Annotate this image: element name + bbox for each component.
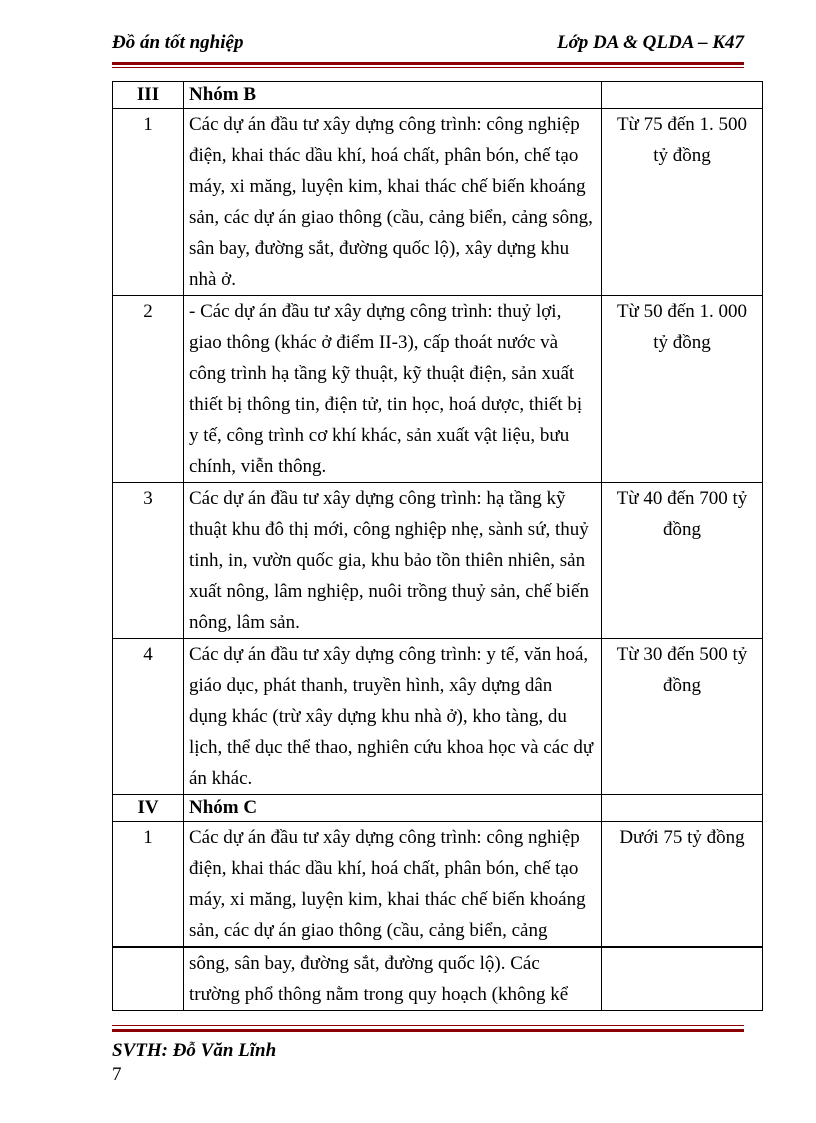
row-number: III — [113, 82, 184, 109]
table-row — [113, 822, 763, 948]
header-title-left: Đồ án tốt nghiệp — [112, 32, 244, 53]
row-value: Từ 75 đến 1. 500 tỷ đồng — [602, 109, 763, 296]
page-number: 7 — [112, 1064, 122, 1085]
row-number: IV — [113, 795, 184, 822]
row-content: Nhóm C — [184, 795, 602, 822]
footer-student-name: SVTH: Đỗ Văn Lĩnh — [112, 1040, 277, 1061]
table-row — [113, 639, 763, 795]
table-row — [113, 296, 763, 483]
row-content: sông, sân bay, đường sắt, đường quốc lộ). Các trường phổ thông nằm trong quy hoạch (không kể — [184, 947, 602, 1011]
row-content: Các dự án đầu tư xây dựng công trình: y tế, văn hoá, giáo dục, phát thanh, truyền hình, xây dựng dân dụng khác (trừ xây dựng khu nhà ở), kho tàng, du lịch, thể dục thể thao, nghiên cứu khoa học và các dự án khác. — [184, 639, 602, 795]
page-header — [112, 32, 744, 60]
project-group-table — [112, 81, 763, 1011]
row-number: 1 — [113, 822, 184, 948]
table-row — [113, 82, 763, 109]
header-rule — [112, 62, 744, 65]
row-value — [602, 82, 763, 109]
row-value: Từ 40 đến 700 tỷ đồng — [602, 483, 763, 639]
row-content: - Các dự án đầu tư xây dựng công trình: thuỷ lợi, giao thông (khác ở điểm II-3), cấp thoát nước và công trình hạ tầng kỹ thuật, kỹ thuật điện, sản xuất thiết bị thông tin, điện tử, tin học, hoá dược, thiết bị y tế, công trình cơ khí khác, sản xuất vật liệu, bưu chính, viễn thông. — [184, 296, 602, 483]
row-number: 3 — [113, 483, 184, 639]
row-number — [113, 947, 184, 1011]
row-content: Các dự án đầu tư xây dựng công trình: hạ tầng kỹ thuật khu đô thị mới, công nghiệp nhẹ, sành sứ, thuỷ tinh, in, vườn quốc gia, khu bảo tồn thiên nhiên, sản xuất nông, lâm nghiệp, nuôi trồng thuỷ sản, chế biến nông, lâm sản. — [184, 483, 602, 639]
header-rule-thin — [112, 67, 744, 68]
row-value — [602, 947, 763, 1011]
row-value: Dưới 75 tỷ đồng — [602, 822, 763, 948]
header-title-right: Lớp DA & QLDA – K47 — [556, 32, 744, 53]
row-number: 1 — [113, 109, 184, 296]
row-content: Nhóm B — [184, 82, 602, 109]
table-row — [113, 795, 763, 822]
footer-rule — [112, 1029, 744, 1032]
table-row — [113, 947, 763, 1011]
row-value: Từ 50 đến 1. 000 tỷ đồng — [602, 296, 763, 483]
row-number: 2 — [113, 296, 184, 483]
row-number: 4 — [113, 639, 184, 795]
table-row — [113, 109, 763, 296]
row-value: Từ 30 đến 500 tỷ đồng — [602, 639, 763, 795]
row-value — [602, 795, 763, 822]
footer-rule-thin — [112, 1025, 744, 1026]
row-content: Các dự án đầu tư xây dựng công trình: công nghiệp điện, khai thác dầu khí, hoá chất, phân bón, chế tạo máy, xi măng, luyện kim, khai thác chế biến khoáng sản, các dự án giao thông (cầu, cảng biển, cảng — [184, 822, 602, 948]
table-row — [113, 483, 763, 639]
row-content: Các dự án đầu tư xây dựng công trình: công nghiệp điện, khai thác dầu khí, hoá chất, phân bón, chế tạo máy, xi măng, luyện kim, khai thác chế biến khoáng sản, các dự án giao thông (cầu, cảng biển, cảng sông, sân bay, đường sắt, đường quốc lộ), xây dựng khu nhà ở. — [184, 109, 602, 296]
